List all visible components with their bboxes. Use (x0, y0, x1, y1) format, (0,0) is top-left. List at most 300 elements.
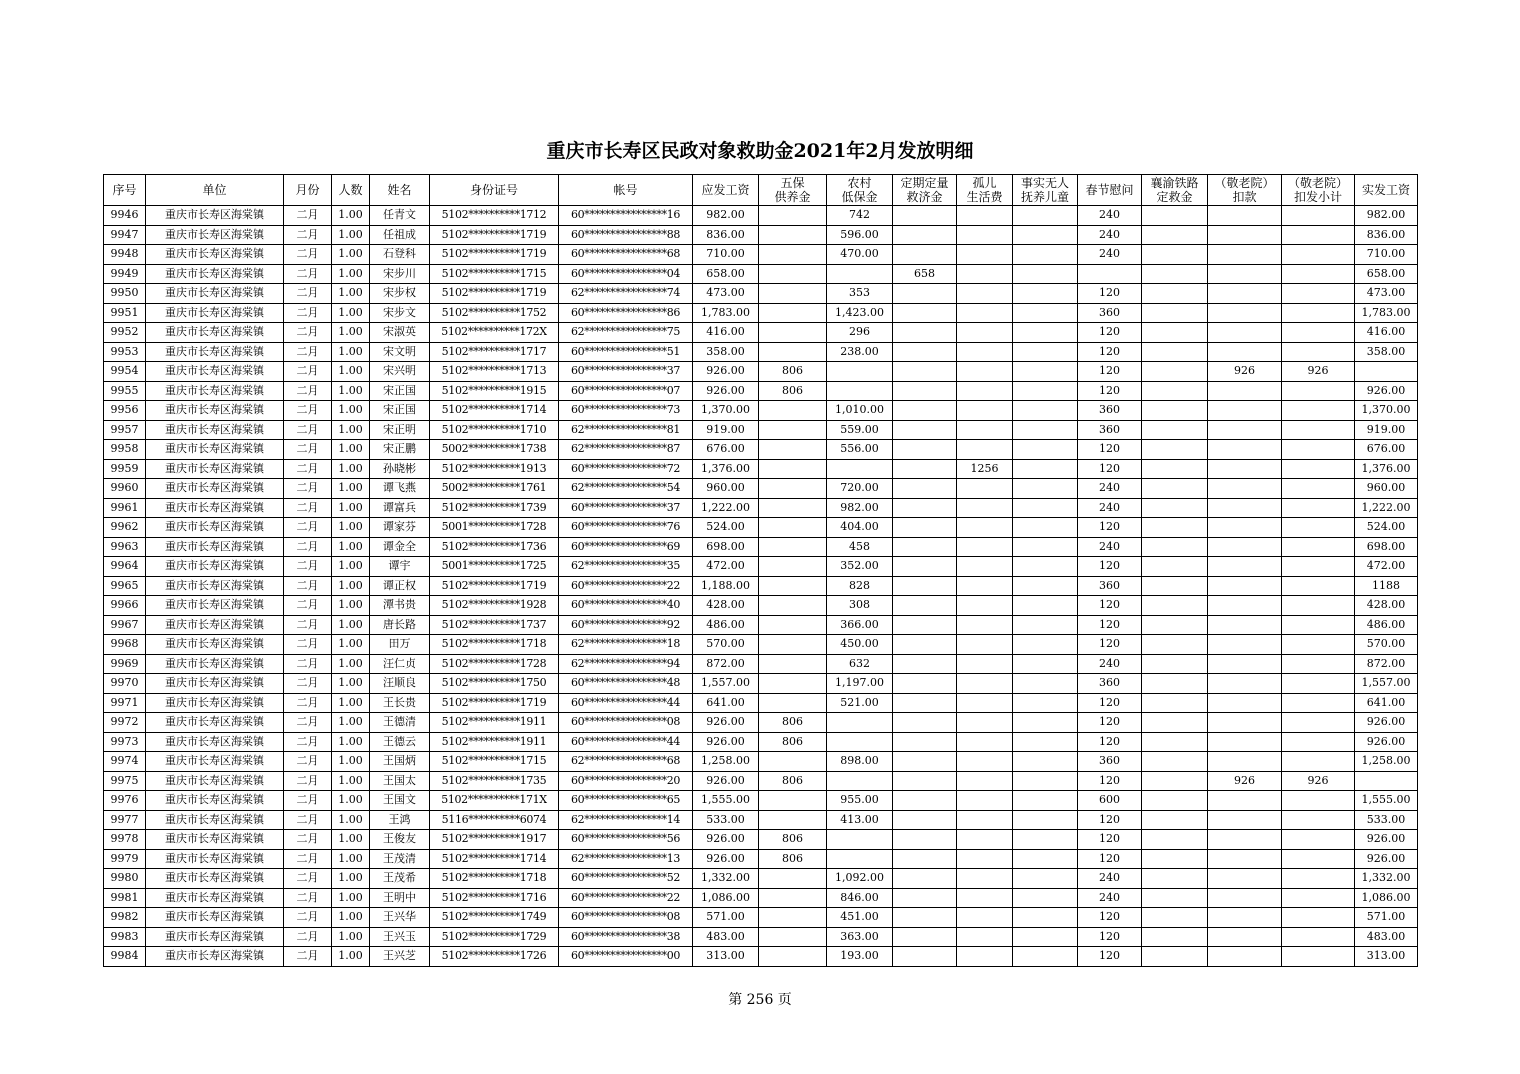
cell-unit: 重庆市长寿区海棠镇 (146, 440, 284, 460)
cell-five-guarantee: 806 (759, 732, 827, 752)
cell-nursing-home-subtotal (1282, 732, 1355, 752)
cell-row-number: 9958 (104, 440, 146, 460)
table-row (104, 479, 1418, 499)
cell-spring-festival: 240 (1078, 498, 1142, 518)
cell-nursing-home-deduction (1208, 888, 1282, 908)
cell-count: 1.00 (332, 849, 370, 869)
cell-nursing-home-subtotal (1282, 654, 1355, 674)
cell-fixed-relief (893, 654, 957, 674)
cell-count: 1.00 (332, 557, 370, 577)
cell-xiangyu-railway (1142, 810, 1208, 830)
cell-five-guarantee (759, 206, 827, 226)
cell-nursing-home-deduction (1208, 908, 1282, 928)
cell-unit: 重庆市长寿区海棠镇 (146, 362, 284, 382)
cell-unit: 重庆市长寿区海棠镇 (146, 479, 284, 499)
cell-nursing-home-subtotal (1282, 537, 1355, 557)
cell-fixed-relief (893, 810, 957, 830)
cell-nursing-home-subtotal (1282, 947, 1355, 967)
cell-de-facto-orphan (1013, 752, 1078, 772)
cell-month: 二月 (284, 323, 332, 343)
cell-unit: 重庆市长寿区海棠镇 (146, 206, 284, 226)
cell-count: 1.00 (332, 303, 370, 323)
cell-xiangyu-railway (1142, 518, 1208, 538)
cell-orphan-allowance (957, 908, 1013, 928)
cell-rural-subsistence: 1,423.00 (827, 303, 893, 323)
cell-nursing-home-subtotal (1282, 615, 1355, 635)
cell-rural-subsistence: 296 (827, 323, 893, 343)
cell-xiangyu-railway (1142, 401, 1208, 421)
cell-count: 1.00 (332, 869, 370, 889)
cell-nursing-home-deduction (1208, 830, 1282, 850)
cell-orphan-allowance (957, 771, 1013, 791)
cell-name: 王鸿 (370, 810, 430, 830)
cell-xiangyu-railway (1142, 537, 1208, 557)
cell-unit: 重庆市长寿区海棠镇 (146, 752, 284, 772)
cell-spring-festival: 120 (1078, 596, 1142, 616)
table-row (104, 849, 1418, 869)
cell-fixed-relief (893, 771, 957, 791)
cell-rural-subsistence: 451.00 (827, 908, 893, 928)
cell-month: 二月 (284, 810, 332, 830)
cell-spring-festival: 120 (1078, 830, 1142, 850)
cell-xiangyu-railway (1142, 206, 1208, 226)
cell-xiangyu-railway (1142, 225, 1208, 245)
cell-nursing-home-subtotal (1282, 264, 1355, 284)
cell-actual-pay: 571.00 (1355, 908, 1418, 928)
cell-count: 1.00 (332, 206, 370, 226)
cell-rural-subsistence (827, 264, 893, 284)
cell-nursing-home-subtotal (1282, 596, 1355, 616)
table-row (104, 440, 1418, 460)
cell-name: 王茂清 (370, 849, 430, 869)
cell-xiangyu-railway (1142, 576, 1208, 596)
column-header: 农村 低保金 (827, 175, 893, 206)
cell-fixed-relief (893, 342, 957, 362)
cell-row-number: 9966 (104, 596, 146, 616)
cell-account-number: 60****************69 (559, 537, 693, 557)
cell-payable: 1,086.00 (693, 888, 759, 908)
cell-actual-pay: 698.00 (1355, 537, 1418, 557)
cell-xiangyu-railway (1142, 947, 1208, 967)
cell-nursing-home-subtotal (1282, 693, 1355, 713)
cell-spring-festival: 120 (1078, 518, 1142, 538)
cell-month: 二月 (284, 479, 332, 499)
cell-orphan-allowance (957, 635, 1013, 655)
cell-rural-subsistence: 742 (827, 206, 893, 226)
cell-row-number: 9950 (104, 284, 146, 304)
cell-id-number: 5102**********1719 (430, 693, 559, 713)
cell-five-guarantee (759, 635, 827, 655)
cell-five-guarantee (759, 615, 827, 635)
cell-payable: 926.00 (693, 713, 759, 733)
cell-count: 1.00 (332, 284, 370, 304)
cell-month: 二月 (284, 674, 332, 694)
cell-fixed-relief (893, 459, 957, 479)
cell-orphan-allowance (957, 810, 1013, 830)
cell-spring-festival: 120 (1078, 342, 1142, 362)
cell-unit: 重庆市长寿区海棠镇 (146, 771, 284, 791)
cell-de-facto-orphan (1013, 596, 1078, 616)
cell-count: 1.00 (332, 791, 370, 811)
cell-row-number: 9952 (104, 323, 146, 343)
cell-row-number: 9953 (104, 342, 146, 362)
cell-orphan-allowance (957, 284, 1013, 304)
cell-five-guarantee (759, 752, 827, 772)
cell-count: 1.00 (332, 342, 370, 362)
cell-five-guarantee (759, 557, 827, 577)
cell-fixed-relief (893, 420, 957, 440)
cell-month: 二月 (284, 888, 332, 908)
cell-five-guarantee (759, 654, 827, 674)
cell-de-facto-orphan (1013, 381, 1078, 401)
cell-nursing-home-deduction (1208, 869, 1282, 889)
cell-nursing-home-subtotal (1282, 323, 1355, 343)
cell-xiangyu-railway (1142, 752, 1208, 772)
cell-payable: 570.00 (693, 635, 759, 655)
cell-payable: 313.00 (693, 947, 759, 967)
cell-actual-pay: 570.00 (1355, 635, 1418, 655)
cell-de-facto-orphan (1013, 635, 1078, 655)
cell-nursing-home-deduction (1208, 713, 1282, 733)
cell-actual-pay: 836.00 (1355, 225, 1418, 245)
cell-unit: 重庆市长寿区海棠镇 (146, 498, 284, 518)
cell-orphan-allowance (957, 264, 1013, 284)
cell-month: 二月 (284, 830, 332, 850)
cell-unit: 重庆市长寿区海棠镇 (146, 674, 284, 694)
cell-actual-pay: 473.00 (1355, 284, 1418, 304)
cell-actual-pay: 982.00 (1355, 206, 1418, 226)
cell-row-number: 9970 (104, 674, 146, 694)
cell-payable: 1,332.00 (693, 869, 759, 889)
cell-nursing-home-subtotal (1282, 479, 1355, 499)
cell-account-number: 60****************16 (559, 206, 693, 226)
cell-five-guarantee: 806 (759, 771, 827, 791)
cell-xiangyu-railway (1142, 615, 1208, 635)
cell-name: 谭飞燕 (370, 479, 430, 499)
cell-orphan-allowance (957, 947, 1013, 967)
cell-id-number: 5102**********1718 (430, 635, 559, 655)
cell-id-number: 5102**********1915 (430, 381, 559, 401)
cell-rural-subsistence: 828 (827, 576, 893, 596)
cell-account-number: 60****************65 (559, 791, 693, 811)
cell-month: 二月 (284, 771, 332, 791)
cell-de-facto-orphan (1013, 908, 1078, 928)
cell-account-number: 62****************54 (559, 479, 693, 499)
cell-count: 1.00 (332, 401, 370, 421)
cell-fixed-relief (893, 440, 957, 460)
cell-name: 谭富兵 (370, 498, 430, 518)
cell-nursing-home-subtotal (1282, 752, 1355, 772)
cell-spring-festival: 360 (1078, 420, 1142, 440)
cell-nursing-home-subtotal (1282, 245, 1355, 265)
cell-spring-festival: 360 (1078, 752, 1142, 772)
cell-spring-festival: 360 (1078, 674, 1142, 694)
cell-id-number: 5001**********1728 (430, 518, 559, 538)
cell-xiangyu-railway (1142, 303, 1208, 323)
cell-xiangyu-railway (1142, 927, 1208, 947)
cell-nursing-home-subtotal: 926 (1282, 771, 1355, 791)
cell-name: 谭家芬 (370, 518, 430, 538)
cell-id-number: 5102**********1729 (430, 927, 559, 947)
cell-de-facto-orphan (1013, 674, 1078, 694)
cell-fixed-relief (893, 537, 957, 557)
table-row (104, 537, 1418, 557)
cell-five-guarantee (759, 888, 827, 908)
cell-actual-pay: 926.00 (1355, 830, 1418, 850)
cell-id-number: 5102**********1737 (430, 615, 559, 635)
cell-nursing-home-subtotal (1282, 498, 1355, 518)
cell-orphan-allowance (957, 401, 1013, 421)
cell-nursing-home-subtotal (1282, 908, 1355, 928)
cell-xiangyu-railway (1142, 654, 1208, 674)
cell-nursing-home-deduction (1208, 635, 1282, 655)
cell-fixed-relief (893, 791, 957, 811)
cell-actual-pay: 926.00 (1355, 849, 1418, 869)
cell-actual-pay (1355, 771, 1418, 791)
cell-fixed-relief (893, 498, 957, 518)
cell-id-number: 5102**********1739 (430, 498, 559, 518)
cell-xiangyu-railway (1142, 323, 1208, 343)
cell-five-guarantee (759, 596, 827, 616)
cell-name: 宋文明 (370, 342, 430, 362)
cell-de-facto-orphan (1013, 342, 1078, 362)
table-row (104, 908, 1418, 928)
cell-month: 二月 (284, 576, 332, 596)
cell-xiangyu-railway (1142, 284, 1208, 304)
cell-month: 二月 (284, 381, 332, 401)
cell-unit: 重庆市长寿区海棠镇 (146, 947, 284, 967)
cell-orphan-allowance (957, 323, 1013, 343)
cell-month: 二月 (284, 615, 332, 635)
cell-actual-pay: 641.00 (1355, 693, 1418, 713)
table-row (104, 557, 1418, 577)
cell-five-guarantee (759, 693, 827, 713)
cell-spring-festival: 120 (1078, 947, 1142, 967)
cell-rural-subsistence: 556.00 (827, 440, 893, 460)
cell-id-number: 5102**********1911 (430, 713, 559, 733)
cell-month: 二月 (284, 752, 332, 772)
cell-de-facto-orphan (1013, 576, 1078, 596)
cell-five-guarantee (759, 576, 827, 596)
cell-unit: 重庆市长寿区海棠镇 (146, 537, 284, 557)
cell-nursing-home-subtotal (1282, 342, 1355, 362)
cell-name: 王长贵 (370, 693, 430, 713)
cell-count: 1.00 (332, 420, 370, 440)
cell-account-number: 60****************76 (559, 518, 693, 538)
cell-nursing-home-subtotal (1282, 791, 1355, 811)
cell-name: 王德清 (370, 713, 430, 733)
cell-actual-pay: 428.00 (1355, 596, 1418, 616)
table-row (104, 498, 1418, 518)
cell-fixed-relief (893, 245, 957, 265)
cell-actual-pay: 926.00 (1355, 381, 1418, 401)
cell-count: 1.00 (332, 908, 370, 928)
cell-count: 1.00 (332, 498, 370, 518)
cell-row-number: 9957 (104, 420, 146, 440)
cell-account-number: 62****************94 (559, 654, 693, 674)
cell-de-facto-orphan (1013, 810, 1078, 830)
cell-nursing-home-subtotal (1282, 810, 1355, 830)
cell-nursing-home-subtotal (1282, 401, 1355, 421)
cell-fixed-relief (893, 206, 957, 226)
cell-unit: 重庆市长寿区海棠镇 (146, 732, 284, 752)
cell-account-number: 60****************44 (559, 732, 693, 752)
cell-count: 1.00 (332, 479, 370, 499)
cell-spring-festival: 240 (1078, 888, 1142, 908)
cell-five-guarantee (759, 927, 827, 947)
cell-id-number: 5102**********1735 (430, 771, 559, 791)
cell-unit: 重庆市长寿区海棠镇 (146, 810, 284, 830)
cell-name: 王俊友 (370, 830, 430, 850)
cell-orphan-allowance (957, 693, 1013, 713)
cell-count: 1.00 (332, 752, 370, 772)
cell-row-number: 9949 (104, 264, 146, 284)
cell-orphan-allowance (957, 362, 1013, 382)
cell-de-facto-orphan (1013, 615, 1078, 635)
cell-month: 二月 (284, 849, 332, 869)
cell-nursing-home-deduction (1208, 245, 1282, 265)
cell-payable: 1,783.00 (693, 303, 759, 323)
cell-rural-subsistence: 955.00 (827, 791, 893, 811)
cell-count: 1.00 (332, 830, 370, 850)
cell-five-guarantee (759, 791, 827, 811)
cell-payable: 836.00 (693, 225, 759, 245)
cell-count: 1.00 (332, 674, 370, 694)
column-header: 姓名 (370, 175, 430, 206)
cell-id-number: 5102**********1719 (430, 576, 559, 596)
cell-payable: 1,555.00 (693, 791, 759, 811)
cell-nursing-home-subtotal (1282, 206, 1355, 226)
cell-spring-festival: 120 (1078, 615, 1142, 635)
cell-xiangyu-railway (1142, 479, 1208, 499)
cell-orphan-allowance (957, 225, 1013, 245)
table-body (104, 206, 1418, 967)
cell-month: 二月 (284, 713, 332, 733)
cell-row-number: 9971 (104, 693, 146, 713)
cell-nursing-home-subtotal (1282, 284, 1355, 304)
table-row (104, 888, 1418, 908)
cell-rural-subsistence: 1,010.00 (827, 401, 893, 421)
cell-account-number: 60****************08 (559, 908, 693, 928)
cell-nursing-home-deduction (1208, 225, 1282, 245)
cell-unit: 重庆市长寿区海棠镇 (146, 693, 284, 713)
cell-xiangyu-railway (1142, 440, 1208, 460)
cell-unit: 重庆市长寿区海棠镇 (146, 869, 284, 889)
cell-row-number: 9954 (104, 362, 146, 382)
cell-id-number: 5102**********1917 (430, 830, 559, 850)
cell-spring-festival: 120 (1078, 557, 1142, 577)
cell-rural-subsistence (827, 830, 893, 850)
cell-id-number: 5102**********1913 (430, 459, 559, 479)
cell-name: 宋正明 (370, 420, 430, 440)
cell-name: 宋步川 (370, 264, 430, 284)
table-row (104, 752, 1418, 772)
cell-orphan-allowance (957, 498, 1013, 518)
cell-fixed-relief (893, 576, 957, 596)
cell-fixed-relief (893, 381, 957, 401)
cell-nursing-home-deduction (1208, 498, 1282, 518)
cell-fixed-relief (893, 693, 957, 713)
cell-nursing-home-deduction: 926 (1208, 771, 1282, 791)
cell-actual-pay: 483.00 (1355, 927, 1418, 947)
table-row (104, 927, 1418, 947)
cell-nursing-home-subtotal (1282, 557, 1355, 577)
cell-orphan-allowance (957, 518, 1013, 538)
cell-five-guarantee (759, 420, 827, 440)
cell-five-guarantee (759, 498, 827, 518)
cell-xiangyu-railway (1142, 674, 1208, 694)
cell-payable: 428.00 (693, 596, 759, 616)
cell-de-facto-orphan (1013, 479, 1078, 499)
cell-unit: 重庆市长寿区海棠镇 (146, 225, 284, 245)
cell-month: 二月 (284, 791, 332, 811)
cell-actual-pay: 1,258.00 (1355, 752, 1418, 772)
cell-de-facto-orphan (1013, 245, 1078, 265)
cell-id-number: 5002**********1761 (430, 479, 559, 499)
cell-xiangyu-railway (1142, 498, 1208, 518)
cell-id-number: 5102**********1716 (430, 888, 559, 908)
column-header: 月份 (284, 175, 332, 206)
cell-id-number: 5102**********171X (430, 791, 559, 811)
cell-five-guarantee: 806 (759, 849, 827, 869)
cell-nursing-home-deduction (1208, 381, 1282, 401)
cell-month: 二月 (284, 908, 332, 928)
cell-actual-pay (1355, 362, 1418, 382)
cell-row-number: 9978 (104, 830, 146, 850)
cell-payable: 676.00 (693, 440, 759, 460)
cell-xiangyu-railway (1142, 420, 1208, 440)
cell-row-number: 9962 (104, 518, 146, 538)
cell-id-number: 5102**********1726 (430, 947, 559, 967)
table-row (104, 791, 1418, 811)
table-row (104, 420, 1418, 440)
cell-nursing-home-subtotal (1282, 927, 1355, 947)
cell-account-number: 62****************35 (559, 557, 693, 577)
cell-account-number: 60****************20 (559, 771, 693, 791)
cell-rural-subsistence: 193.00 (827, 947, 893, 967)
cell-nursing-home-deduction (1208, 791, 1282, 811)
cell-row-number: 9955 (104, 381, 146, 401)
cell-row-number: 9948 (104, 245, 146, 265)
cell-actual-pay: 313.00 (1355, 947, 1418, 967)
cell-month: 二月 (284, 869, 332, 889)
cell-name: 宋正国 (370, 401, 430, 421)
table-row (104, 225, 1418, 245)
cell-month: 二月 (284, 225, 332, 245)
cell-unit: 重庆市长寿区海棠镇 (146, 849, 284, 869)
cell-unit: 重庆市长寿区海棠镇 (146, 518, 284, 538)
cell-id-number: 5102**********1928 (430, 596, 559, 616)
cell-fixed-relief (893, 869, 957, 889)
cell-count: 1.00 (332, 732, 370, 752)
cell-unit: 重庆市长寿区海棠镇 (146, 596, 284, 616)
cell-count: 1.00 (332, 810, 370, 830)
cell-five-guarantee: 806 (759, 830, 827, 850)
cell-rural-subsistence (827, 771, 893, 791)
cell-id-number: 5102**********1749 (430, 908, 559, 928)
cell-row-number: 9974 (104, 752, 146, 772)
cell-payable: 533.00 (693, 810, 759, 830)
cell-account-number: 62****************18 (559, 635, 693, 655)
cell-rural-subsistence: 238.00 (827, 342, 893, 362)
cell-row-number: 9961 (104, 498, 146, 518)
cell-rural-subsistence: 1,197.00 (827, 674, 893, 694)
cell-name: 王国文 (370, 791, 430, 811)
cell-spring-festival: 120 (1078, 459, 1142, 479)
cell-nursing-home-deduction (1208, 576, 1282, 596)
cell-name: 汪顺良 (370, 674, 430, 694)
cell-count: 1.00 (332, 537, 370, 557)
